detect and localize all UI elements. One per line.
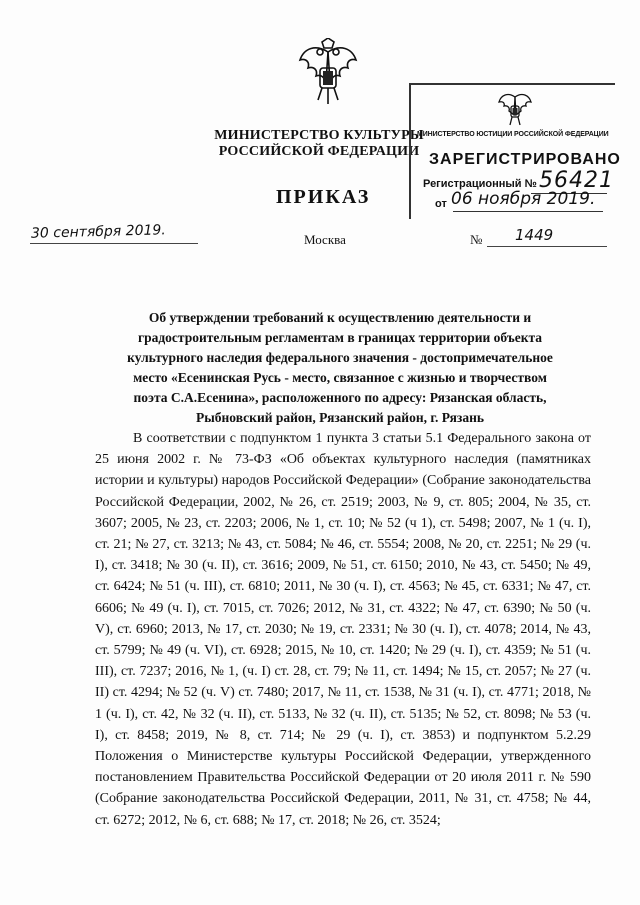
handwritten-order-number: 1449 <box>515 226 554 244</box>
stamp-ministry-name: МИНИСТЕРСТВО ЮСТИЦИИ РОССИЙСКОЙ ФЕДЕРАЦИИ <box>417 131 609 138</box>
city: Москва <box>304 232 346 247</box>
ministry-line-2: РОССИЙСКОЙ ФЕДЕРАЦИИ <box>218 144 420 159</box>
number-underline <box>487 246 607 247</box>
registration-stamp <box>409 83 621 219</box>
stamp-registration-date: 06 ноября 2019. <box>451 189 596 209</box>
order-subject: Об утверждении требований к осуществлению деятельности и градостроительным регламентам в границах территории объекта культурного наследия федерального значения - достопримечательное место «Есенинская Русь - место, связанное с жизнью и творчеством поэта С.А.Есенина», расположенного по адресу: Рязанская область, Рыбновский район, Рязанский район, г. Рязань <box>127 310 553 425</box>
body-paragraph: В соответствии с подпунктом 1 пункта 3 статьи 5.1 Федерального закона от 25 июня 2002 г. № 73-ФЗ «Об объектах культурного наследия (памятниках истории и культуры) народов Российской Федерации» (Собрание законодательства Российской Федерации, 2002, № 26, ст. 2519; 2003, № 9, ст. 805; 2004, № 35, ст. 3607; 2005, № 23, ст. 2203; 2006, № 1, ст. 10; № 52 (ч 1), ст. 5498; 2007, № 1 (ч. I), ст. 21; № 27, ст. 3213; № 43, ст. 5084; № 46, ст. 5554; 2008, № 20, ст. 2251; № 29 (ч. I), ст. 3418; № 30 (ч. II), ст. 3616; 2009, № 51, ст. 6150; 2010, № 43, ст. 5450; № 49, ст. 6424; № 51 (ч. III), ст. 6810; 2011, № 30 (ч. I), ст. 4563; № 45, ст. 6331; № 47, ст. 6606; № 49 (ч. I), ст. 7015, ст. 7026; 2012, № 31, ст. 4322; № 47, ст. 6390; № 50 (ч. V), ст. 6960; 2013, № 17, ст. 2030; № 19, ст. 2331; № 30 (ч. I), ст. 4078; 2014, № 43, ст. 5799; № 49 (ч. VI), ст. 6928; 2015, № 10, ст. 1420; № 29 (ч. I), ст. 4359; № 51 (ч. III), ст. 7237; 2016, № 1, (ч. I) ст. 28, ст. 79; № 11, ст. 1494; № 15, ст. 2057; № 27 (ч. II) ст. 4294; № 52 (ч. V) ст. 7480; 2017, № 11, ст. 1538, № 31 (ч. I), ст. 4771; 2018, № 1 (ч. I), ст. 42, № 32 (ч. II), ст. 5133, № 32 (ч. II), ст. 5135; № 52, ст. 8098; № 53 (ч. I), ст. 8458; 2019, № 8, ст. 714; № 29 (ч. I), ст. 3853) и подпунктом 5.2.29 Положения о Министерстве культуры Российской Федерации, утвержденного постановлением Правительства Российской Федерации от 20 июля 2011 г. № 590 (Собрание законодательства Российской Федерации, 2011, № 31, ст. 4758; № 44, ст. 6272; 2012, № 6, ст. 688; № 17, ст. 2018; № 26, ст. 3524; <box>95 431 591 828</box>
stamp-date-underline <box>453 211 603 212</box>
stamp-registration-number: 56421 <box>539 168 614 193</box>
coat-of-arms-emblem <box>296 38 360 110</box>
order-body <box>95 428 591 831</box>
stamp-status: ЗАРЕГИСТРИРОВАНО <box>429 151 621 168</box>
handwritten-date: 30 сентября 2019. <box>30 222 166 242</box>
stamp-emblem-icon <box>497 89 533 129</box>
order-title: ПРИКАЗ <box>276 186 371 208</box>
stamp-date-label: от <box>435 198 447 210</box>
date-underline <box>30 243 198 244</box>
ministry-line-1: МИНИСТЕРСТВО КУЛЬТУРЫ <box>214 128 424 143</box>
ministry-heading <box>210 128 428 160</box>
number-sign: № <box>470 232 483 247</box>
stamp-registration-label: Регистрационный № <box>423 178 537 190</box>
